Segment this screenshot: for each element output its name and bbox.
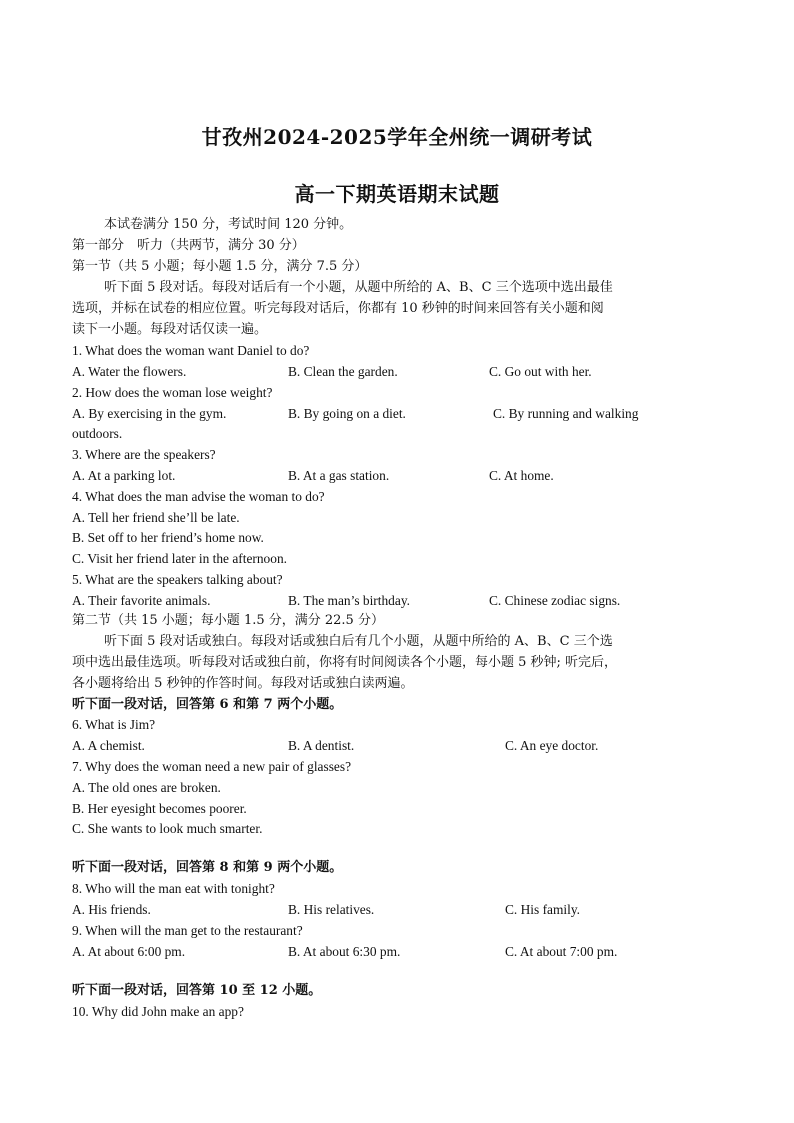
section1-heading: 第一节（共 5 小题；每小题 1.5 分，满分 7.5 分） [72, 259, 368, 274]
exam-title: 甘孜州2024-2025学年全州统一调研考试 [201, 125, 593, 149]
option-a: A. Tell her friend she’ll be late. [72, 510, 240, 525]
section2-instruction: 项中选出最佳选项。听每段对话或独白前，你将有时间阅读各个小题，每小题 5 秒钟; 听完后， [72, 655, 618, 670]
option-c: C. Visit her friend later in the afternoon. [72, 551, 287, 566]
exam-subtitle: 高一下期英语期末试题 [294, 182, 500, 206]
option-b: B. The man’s birthday. [288, 593, 410, 608]
option-b: B. At about 6:30 pm. [288, 944, 401, 959]
option-b: B. By going on a diet. [288, 406, 406, 421]
section2-instruction: 各小题将给出 5 秒钟的作答时间。每段对话或独白读两遍。 [72, 676, 414, 691]
section1-instruction: 选项，并标在试卷的相应位置。听完每段对话后，你都有 10 秒钟的时间来回答有关小题和阅 [72, 301, 604, 316]
question-stem: 1. What does the woman want Daniel to do? [72, 343, 310, 358]
option-a: A. Water the flowers. [72, 364, 187, 379]
question-stem: 9. When will the man get to the restaurant? [72, 923, 303, 938]
part1-heading: 第一部分 听力（共两节，满分 30 分） [72, 238, 305, 253]
question-stem: 3. Where are the speakers? [72, 447, 216, 462]
option-c: C. By running and walking [493, 406, 639, 421]
option-a: A. At a parking lot. [72, 468, 176, 483]
question-stem: 10. Why did John make an app? [72, 1004, 244, 1019]
option-b: B. At a gas station. [288, 468, 390, 483]
option-a: A. A chemist. [72, 738, 145, 753]
option-b: B. A dentist. [288, 738, 355, 753]
group-heading: 听下面一段对话，回答第 6 和第 7 两个小题。 [72, 697, 343, 712]
section1-instruction: 读下一小题。每段对话仅读一遍。 [72, 322, 268, 337]
question-stem: 8. Who will the man eat with tonight? [72, 881, 275, 896]
option-c-continued: outdoors. [72, 426, 123, 441]
question-stem: 4. What does the man advise the woman to do? [72, 489, 325, 504]
option-c: C. She wants to look much smarter. [72, 821, 263, 836]
option-a: A. At about 6:00 pm. [72, 944, 186, 959]
option-c: C. At about 7:00 pm. [505, 944, 618, 959]
option-a: A. Their favorite animals. [72, 593, 211, 608]
option-c: C. Go out with her. [489, 364, 592, 379]
question-stem: 2. How does the woman lose weight? [72, 385, 273, 400]
section2-heading: 第二节（共 15 小题；每小题 1.5 分，满分 22.5 分） [72, 613, 384, 628]
option-b: B. His relatives. [288, 902, 375, 917]
option-c: C. His family. [505, 902, 581, 917]
group-heading: 听下面一段对话，回答第 10 至 12 小题。 [72, 983, 322, 998]
question-stem: 6. What is Jim? [72, 717, 156, 732]
option-a: A. His friends. [72, 902, 151, 917]
option-b: B. Set off to her friend’s home now. [72, 530, 264, 545]
option-a: A. The old ones are broken. [72, 780, 221, 795]
option-b: B. Her eyesight becomes poorer. [72, 801, 247, 816]
option-a: A. By exercising in the gym. [72, 406, 227, 421]
option-c: C. Chinese zodiac signs. [489, 593, 621, 608]
option-c: C. An eye doctor. [505, 738, 599, 753]
option-c: C. At home. [489, 468, 554, 483]
option-b: B. Clean the garden. [288, 364, 398, 379]
group-heading: 听下面一段对话，回答第 8 和第 9 两个小题。 [72, 860, 343, 875]
question-stem: 5. What are the speakers talking about? [72, 572, 283, 587]
section1-instruction: 听下面 5 段对话。每段对话后有一个小题，从题中所给的 A、B、C 三个选项中选出最佳 [104, 280, 613, 295]
section2-instruction: 听下面 5 段对话或独白。每段对话或独白后有几个小题，从题中所给的 A、B、C 三个选 [104, 634, 613, 649]
question-stem: 7. Why does the woman need a new pair of glasses? [72, 759, 352, 774]
intro-text: 本试卷满分 150 分，考试时间 120 分钟。 [104, 217, 353, 232]
